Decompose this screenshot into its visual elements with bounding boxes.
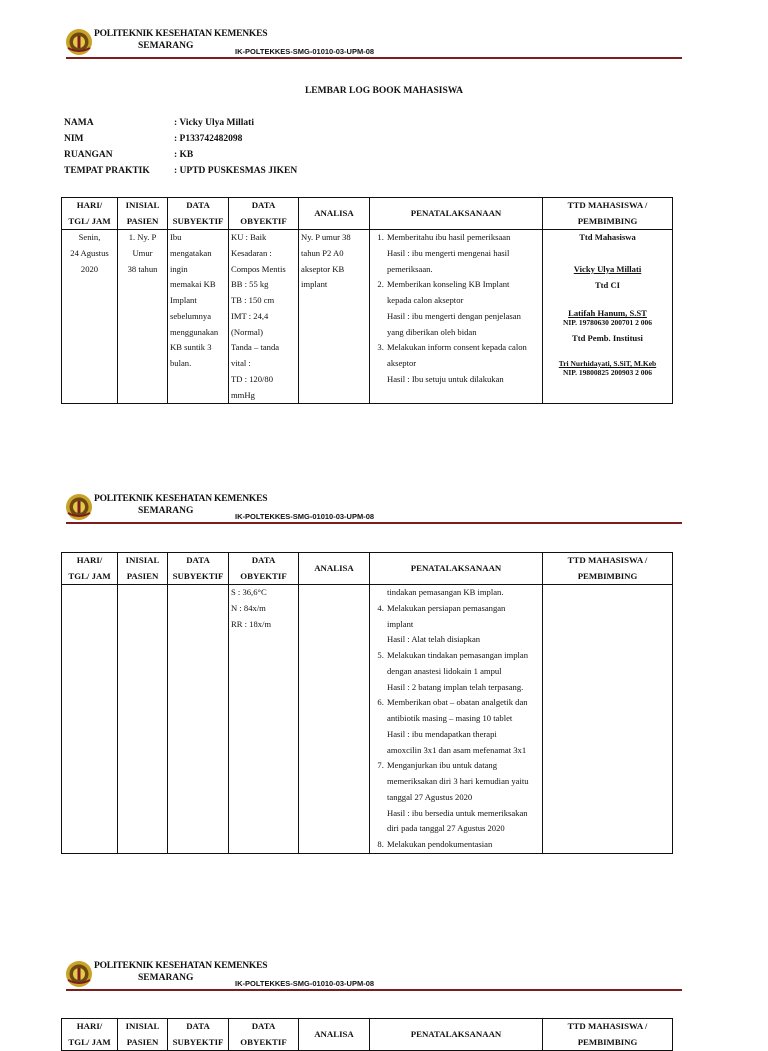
- cell-subyektif: [168, 230, 229, 404]
- cell-line: Implant: [170, 295, 197, 305]
- step-line: Hasil : ibu mendapatkan therapi: [387, 728, 497, 739]
- ttd-mahasiswa-name: Vicky Ulya Millati: [573, 263, 642, 274]
- page-header-1: [64, 26, 682, 90]
- steps-list: [370, 230, 542, 388]
- cell-line: mmHg: [231, 389, 255, 400]
- cell-subyektif: [168, 585, 229, 854]
- step-line: Hasil : 2 batang implan telah terpasang.: [387, 681, 524, 692]
- cell-line: memakai KB: [170, 279, 216, 290]
- cell-line: Compos Mentis: [231, 263, 286, 274]
- student-info: [64, 115, 464, 179]
- cell-line: BB : 55 kg: [231, 279, 269, 290]
- info-row-ruangan: [64, 147, 464, 163]
- cell-line: 38 tahun: [127, 263, 158, 274]
- table-header-row: [62, 1019, 673, 1051]
- col-header-subyektif: DATA SUBYEKTIF: [168, 553, 229, 585]
- col-header-hari: HARI/ TGL/ JAM: [62, 553, 118, 585]
- step-item: [386, 277, 540, 340]
- poltekkes-logo-icon: [65, 960, 93, 988]
- poltekkes-logo-icon: [65, 493, 93, 521]
- col-header-inisial: INISIAL PASIEN: [118, 553, 168, 585]
- col-header-analisa: ANALISA: [299, 553, 370, 585]
- step-item: [386, 758, 540, 837]
- cell-obyektif: [229, 585, 299, 854]
- step-line: dengan anastesi lidokain 1 ampul: [387, 665, 502, 676]
- cell-line: KU : Baik: [231, 232, 267, 242]
- institution-city: SEMARANG: [138, 973, 194, 983]
- step-line: pemeriksaan.: [387, 263, 433, 274]
- info-label: RUANGAN: [64, 150, 113, 160]
- ttd-ci-name: Latifah Hanum, S.ST: [568, 308, 647, 319]
- step-line: akseptor: [387, 358, 417, 368]
- col-header-penatalaksanaan: PENATALAKSANAAN: [370, 553, 543, 585]
- poltekkes-logo-icon: [65, 28, 93, 56]
- ttd-ci-nip: NIP. 19780630 200701 2 006: [562, 318, 653, 328]
- step-line: antibiotik masing – masing 10 tablet: [387, 713, 513, 723]
- col-header-analisa: ANALISA: [299, 1019, 370, 1051]
- step-line: Hasil : ibu mengerti dengan penjelasan: [387, 310, 521, 321]
- step-line: kepada calon akseptor: [387, 295, 464, 305]
- cell-line: vital :: [231, 358, 251, 368]
- cell-line: akseptor KB: [301, 263, 345, 274]
- document-code: IK-POLTEKKES-SMG-01010-03-UPM-08: [235, 47, 375, 56]
- step-line: 8. Melakukan pendokumentasian: [387, 839, 493, 849]
- col-header-ttd: TTD MAHASISWA / PEMBIMBING: [543, 553, 673, 585]
- step-line: amoxcilin 3x1 dan asam mefenamat 3x1: [387, 744, 527, 755]
- cell-line: TB : 150 cm: [231, 295, 275, 305]
- info-label: NAMA: [64, 118, 94, 128]
- step-item: [386, 230, 540, 277]
- step-line: diri pada tanggal 27 Agustus 2020: [387, 823, 505, 834]
- cell-line: Senin,: [78, 232, 101, 242]
- cell-line: 2020: [80, 263, 99, 274]
- cell-ttd: [543, 585, 673, 854]
- step-line: Hasil : ibu bersedia untuk memeriksakan: [387, 807, 528, 818]
- col-header-inisial: INISIAL PASIEN: [118, 1019, 168, 1051]
- ttd-institusi-label: Ttd Pemb. Institusi: [572, 333, 643, 344]
- ttd-ci-label: Ttd CI: [594, 279, 621, 290]
- col-header-penatalaksanaan: PENATALAKSANAAN: [370, 1019, 543, 1051]
- step-line: 6. Memberikan obat – obatan analgetik dan: [387, 697, 528, 708]
- cell-line: menggunakan: [170, 326, 219, 337]
- cell-line: mengatakan: [170, 247, 212, 258]
- institution-name: POLITEKNIK KESEHATAN KEMENKES: [94, 961, 268, 971]
- step-line: 7. Menganjurkan ibu untuk datang: [387, 760, 498, 771]
- page-header-3: [64, 958, 682, 1022]
- step-line: 4. Melakukan persiapan pemasangan: [387, 602, 506, 613]
- cell-line: ingin: [170, 263, 188, 274]
- cell-line: 1. Ny. P: [128, 232, 157, 242]
- info-value: : KB: [174, 150, 194, 160]
- step-line: 1. Memberitahu ibu hasil pemeriksaan: [387, 232, 511, 242]
- ttd-institusi-nip: NIP. 19800825 200903 2 006: [562, 368, 653, 377]
- cell-line: Ibu: [170, 232, 182, 242]
- step-line: tanggal 27 Agustus 2020: [387, 791, 473, 802]
- col-header-penatalaksanaan: PENATALAKSANAAN: [370, 198, 543, 230]
- table-row: [62, 230, 673, 404]
- log-table-3: [61, 1018, 673, 1051]
- cell-penatalaksanaan: [370, 230, 543, 404]
- step-line: yang diberikan oleh bidan: [387, 326, 477, 337]
- cell-analisa: [299, 585, 370, 854]
- steps-list: [370, 601, 542, 853]
- cell-penatalaksanaan: [370, 585, 543, 854]
- col-header-ttd: TTD MAHASISWA / PEMBIMBING: [543, 1019, 673, 1051]
- cell-line: Ny. P umur 38: [301, 232, 351, 242]
- step-item: [386, 695, 540, 758]
- cell-analisa: [299, 230, 370, 404]
- info-value: : P133742482098: [174, 134, 243, 144]
- step-line: 3. Melakukan inform consent kepada calon: [387, 342, 527, 353]
- step-line: Hasil : Alat telah disiapkan: [387, 634, 481, 645]
- step-item: [386, 340, 540, 387]
- institution-name: POLITEKNIK KESEHATAN KEMENKES: [94, 29, 268, 39]
- header-rule: [66, 522, 682, 524]
- cell-line: IMT : 24,4: [231, 310, 269, 321]
- step-line: 5. Melakukan tindakan pemasangan implan: [387, 650, 529, 660]
- cell-inisial: [118, 585, 168, 854]
- cell-line: TD : 120/80: [231, 373, 274, 384]
- step-line: Hasil : ibu mengerti mengenai hasil: [387, 247, 510, 258]
- col-header-inisial: INISIAL PASIEN: [118, 198, 168, 230]
- cell-line: KB suntik 3: [170, 342, 212, 353]
- table-header-row: [62, 553, 673, 585]
- info-value: : Vicky Ulya Millati: [174, 118, 254, 128]
- cell-hari: [62, 585, 118, 854]
- info-value: : UPTD PUSKESMAS JIKEN: [174, 166, 298, 176]
- cell-ttd: [543, 230, 673, 404]
- col-header-hari: HARI/ TGL/ JAM: [62, 1019, 118, 1051]
- cell-line: N : 84x/m: [231, 602, 266, 613]
- col-header-hari: HARI/ TGL/ JAM: [62, 198, 118, 230]
- col-header-analisa: ANALISA: [299, 198, 370, 230]
- step-line: memeriksakan diri 3 hari kemudian yaitu: [387, 776, 529, 786]
- step-line: implant: [387, 618, 414, 629]
- col-header-obyektif: DATA OBYEKTIF: [229, 1019, 299, 1051]
- table-row: [62, 585, 673, 854]
- step-item: [386, 837, 540, 853]
- info-label: TEMPAT PRAKTIK: [64, 166, 150, 176]
- document-code: IK-POLTEKKES-SMG-01010-03-UPM-08: [235, 512, 375, 521]
- institution-city: SEMARANG: [138, 41, 194, 51]
- cell-line: 24 Agustus: [70, 247, 109, 258]
- cell-inisial: [118, 230, 168, 404]
- continued-step-text: tindakan pemasangan KB implan.: [387, 587, 504, 597]
- cell-line: RR : 18x/m: [231, 618, 272, 629]
- table-header-row: [62, 198, 673, 230]
- log-table-2: [61, 552, 673, 854]
- cell-line: tahun P2 A0: [301, 247, 344, 258]
- cell-hari: [62, 230, 118, 404]
- ttd-institusi-name: Tri Nurhidayati, S.SiT, M.Keb: [558, 359, 657, 368]
- col-header-subyektif: DATA SUBYEKTIF: [168, 1019, 229, 1051]
- cell-line: bulan.: [170, 358, 192, 368]
- step-line: Hasil : Ibu setuju untuk dilakukan: [387, 373, 504, 384]
- col-header-subyektif: DATA SUBYEKTIF: [168, 198, 229, 230]
- cell-line: Umur: [132, 247, 153, 258]
- info-row-nama: [64, 115, 464, 131]
- ttd-mahasiswa-label: Ttd Mahasiswa: [579, 232, 636, 242]
- info-label: NIM: [64, 134, 84, 144]
- page-title: LEMBAR LOG BOOK MAHASISWA: [304, 86, 464, 96]
- info-row-nim: [64, 131, 464, 147]
- header-rule: [66, 989, 682, 991]
- cell-obyektif: [229, 230, 299, 404]
- step-item: [386, 648, 540, 695]
- cell-line: sebelumnya: [170, 310, 212, 321]
- cell-line: (Normal): [231, 326, 263, 337]
- cell-line: Kesadaran :: [231, 247, 272, 258]
- institution-city: SEMARANG: [138, 506, 194, 516]
- institution-name: POLITEKNIK KESEHATAN KEMENKES: [94, 494, 268, 504]
- document-code: IK-POLTEKKES-SMG-01010-03-UPM-08: [235, 979, 375, 988]
- log-table-1: [61, 197, 673, 404]
- col-header-obyektif: DATA OBYEKTIF: [229, 198, 299, 230]
- cell-line: Tanda – tanda: [231, 342, 280, 353]
- cell-line: S : 36,6°C: [231, 587, 267, 597]
- page-header-2: [64, 491, 682, 555]
- step-item: [386, 601, 540, 648]
- header-rule: [66, 57, 682, 59]
- cell-line: implant: [301, 279, 328, 290]
- step-line: 2. Memberikan konseling KB Implant: [387, 279, 510, 290]
- col-header-obyektif: DATA OBYEKTIF: [229, 553, 299, 585]
- info-row-tempat: [64, 163, 464, 179]
- col-header-ttd: TTD MAHASISWA / PEMBIMBING: [543, 198, 673, 230]
